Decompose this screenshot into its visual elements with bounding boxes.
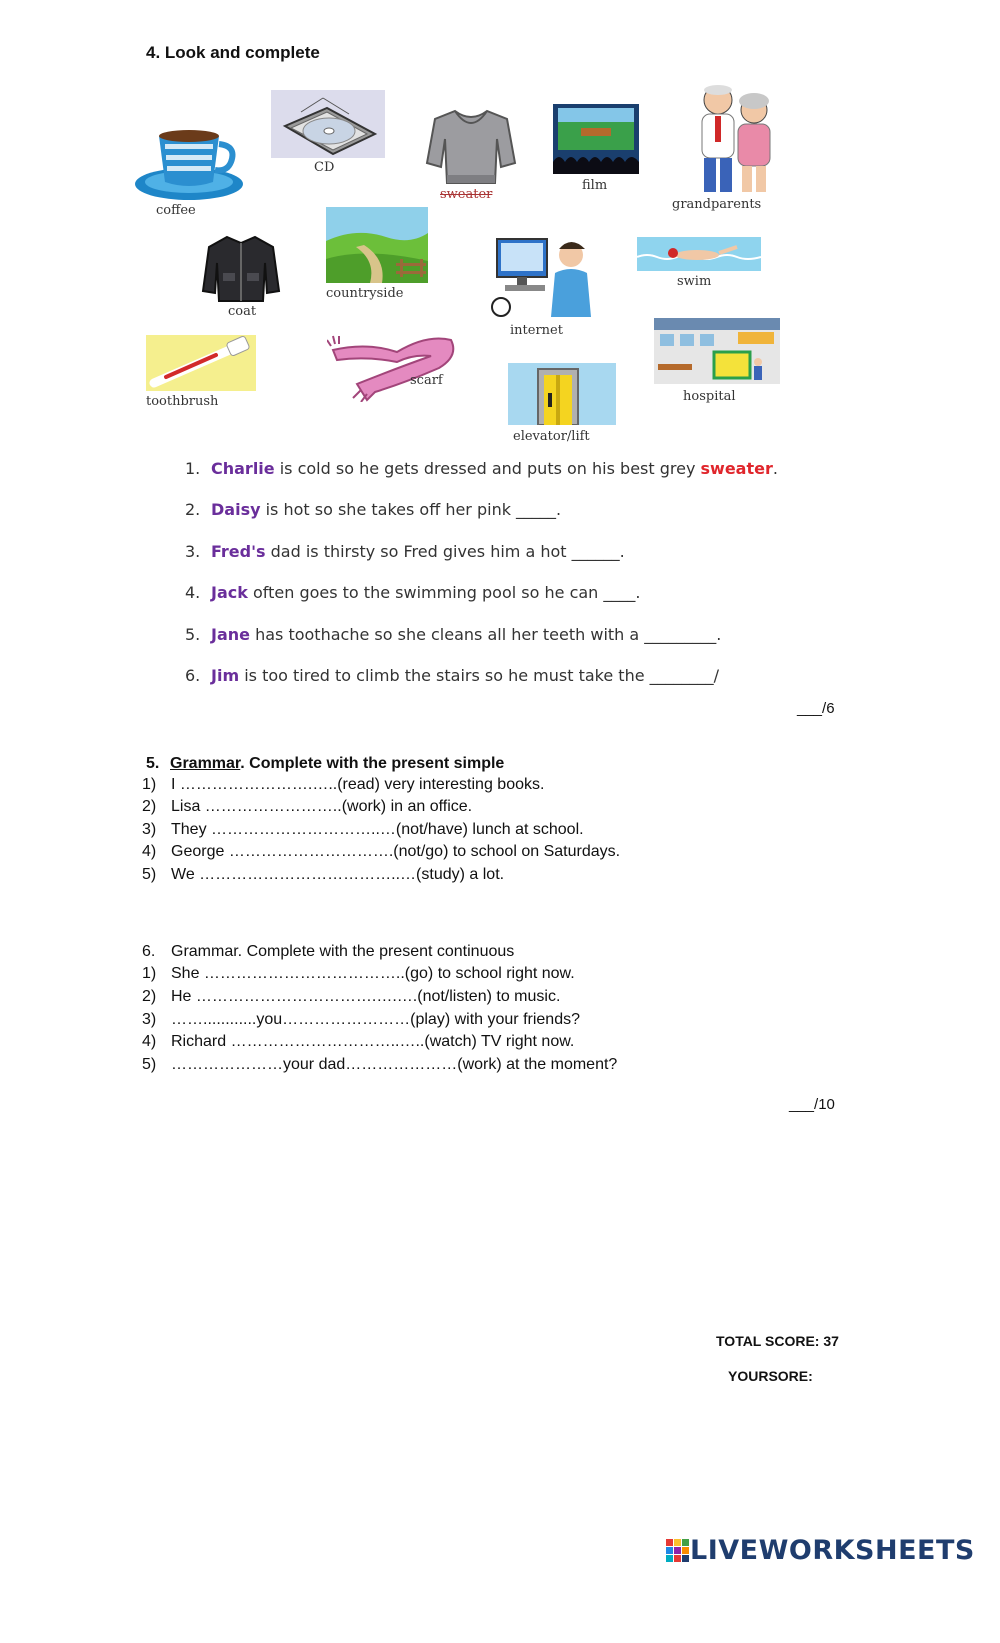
line-text: Richard …………………………..…..(watch) TV right now. [171,1033,575,1050]
sentence-4[interactable] [185,583,640,602]
sentence-name: Jack [211,583,248,602]
cd-picture [271,90,385,158]
section-5-line-2[interactable] [142,798,472,816]
sentence-text: often goes to the swimming pool so he can ____. [247,583,641,602]
logo-text: LIVEWORKSHEETS [690,1535,975,1566]
line-number: 1) [142,965,157,982]
sentence-name: Charlie [211,459,275,478]
line-number: 1) [142,776,157,793]
section-6-line-5[interactable] [142,1056,617,1074]
liveworksheets-logo[interactable] [666,1535,975,1566]
line-text: I …………………….…..(read) very interesting books. [171,776,545,793]
section-5-line-4[interactable] [142,843,620,861]
section-5-title [146,755,504,773]
internet-picture [491,233,593,317]
sentence-number: 4. [185,583,201,602]
line-text: He …………………………….….….(not/listen) to music. [171,988,561,1005]
line-text: George ………………………….(not/go) to school on Saturdays. [171,843,621,860]
logo-grid-icon [666,1539,690,1563]
sentence-number: 6. [185,666,201,685]
caption-elevator: elevator/lift [513,429,590,444]
sentence-number: 2. [185,500,201,519]
line-number: 4) [142,1033,157,1050]
line-text: Lisa ……………………..(work) in an office. [171,798,473,815]
line-text: We ………………………………..…(study) a lot. [171,866,505,883]
sweater-picture [425,105,517,187]
section-4-score: ___/6 [797,700,835,717]
section-5-line-3[interactable] [142,821,584,839]
line-text: They …………………………..…(not/have) lunch at school. [171,821,584,838]
sentence-1 [185,459,778,478]
sentence-name: Daisy [211,500,261,519]
caption-swim: swim [677,274,712,289]
caption-film: film [582,178,608,193]
line-number: 3) [142,821,157,838]
line-number: 5) [142,1056,157,1073]
caption-coffee: coffee [156,203,196,218]
section-6-title [142,943,514,961]
sentence-6[interactable] [185,666,719,685]
caption-scarf: scarf [410,373,443,388]
coffee-cup-picture [133,122,245,204]
grandparents-picture [684,82,778,194]
section-5-line-1[interactable] [142,776,544,794]
line-text: She ………………………………..(go) to school right now. [171,965,575,982]
film-picture [553,104,639,174]
section-5-title-underlined: Grammar [170,755,241,772]
sentence-text: has toothache so she cleans all her teeth with a _________. [250,625,722,644]
hospital-picture [654,318,780,384]
sentence-number: 5. [185,625,201,644]
line-number: 3) [142,1011,157,1028]
toothbrush-picture [146,335,256,391]
section-4-title: 4. Look and complete [146,43,320,62]
sentence-3[interactable] [185,542,625,561]
your-score: YOURSORE: [728,1368,813,1384]
sentence-name: Fred's [211,542,266,561]
section-6-number: 6. [142,943,156,960]
section-5-number: 5. [146,755,160,772]
sentence-name: Jim [211,666,240,685]
section-5-title-rest: . Complete with the present simple [240,755,505,772]
sentence-number: 3. [185,542,201,561]
sentence-end: . [772,459,778,478]
line-number: 2) [142,988,157,1005]
section-6-line-2[interactable] [142,988,560,1006]
section-6-line-1[interactable] [142,965,575,983]
section-5-line-5[interactable] [142,866,504,884]
caption-coat: coat [228,304,257,319]
total-score: TOTAL SCORE: 37 [716,1333,839,1349]
line-text: ……............you……………………(play) with your friends? [171,1011,580,1028]
sentence-text: dad is thirsty so Fred gives him a hot ______. [265,542,625,561]
sentence-text: is hot so she takes off her pink _____. [260,500,562,519]
section-6-line-3[interactable] [142,1011,580,1029]
sentence-text: is cold so he gets dressed and puts on his best grey [274,459,701,478]
sentence-5[interactable] [185,625,721,644]
caption-internet: internet [510,323,563,338]
sentence-number: 1. [185,459,201,478]
scarf-picture [327,328,459,402]
elevator-picture [508,363,616,425]
line-number: 4) [142,843,157,860]
caption-sweater: sweater [440,187,493,202]
caption-cd: CD [314,160,335,175]
sentence-name: Jane [211,625,250,644]
line-number: 2) [142,798,157,815]
countryside-picture [326,207,428,283]
line-text: …………………your dad…………………(work) at the moment? [171,1056,618,1073]
caption-countryside: countryside [326,286,404,301]
swim-picture [637,237,761,271]
sentence-text: is too tired to climb the stairs so he must take the ________/ [239,666,720,685]
section-6-line-4[interactable] [142,1033,574,1051]
sentence-example-answer: sweater [700,459,773,478]
caption-grandparents: grandparents [672,197,762,212]
caption-toothbrush: toothbrush [146,394,219,409]
section-6-title-text: Grammar. Complete with the present continuous [171,943,515,960]
coat-picture [201,233,281,303]
line-number: 5) [142,866,157,883]
sentence-2[interactable] [185,500,561,519]
caption-hospital: hospital [683,389,736,404]
section-6-score: ___/10 [789,1096,835,1113]
